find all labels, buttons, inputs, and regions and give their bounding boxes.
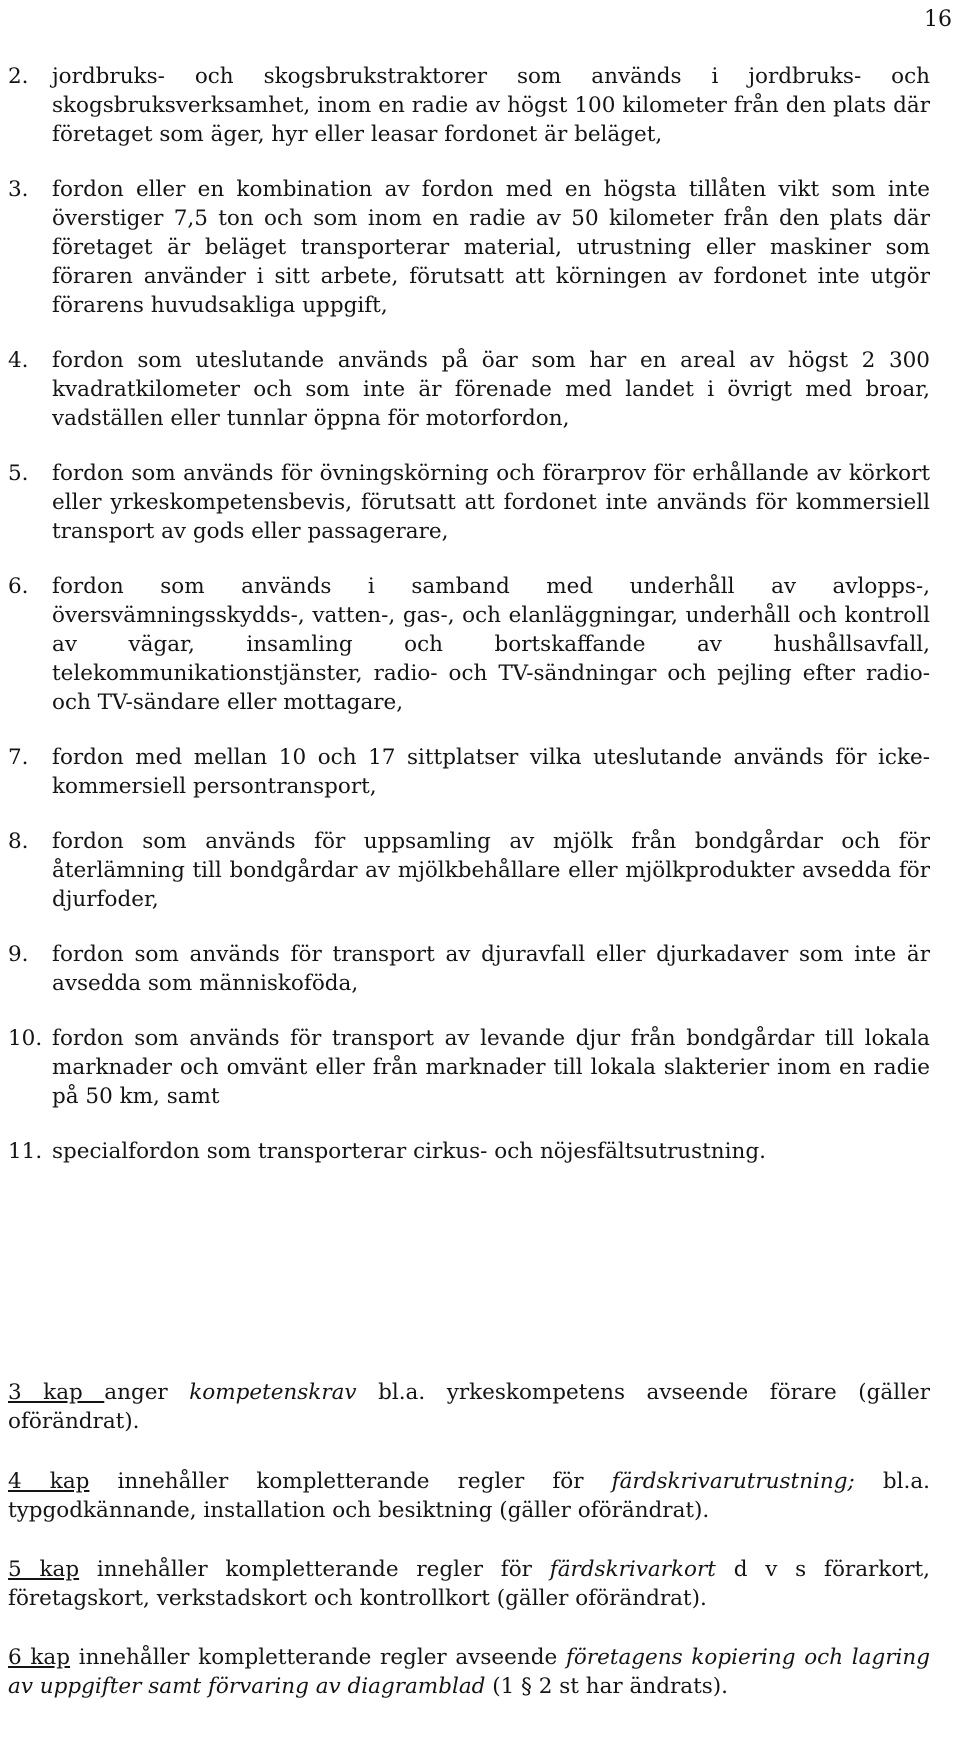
list-item-number: 7. bbox=[8, 745, 29, 770]
paragraph-kap5 bbox=[8, 1555, 930, 1613]
paragraph-text: d v s förarkort, företagskort, verkstadskort och kontrollkort (gäller oförändrat). bbox=[8, 1557, 931, 1611]
chapter-link-5[interactable]: 5 kap bbox=[8, 1557, 80, 1582]
paragraph-kap4 bbox=[8, 1467, 930, 1525]
list-item-text: fordon som används för transport av djuravfall eller djurkadaver som inte är avsedda som människoföda, bbox=[52, 942, 930, 996]
list-item-text: fordon med mellan 10 och 17 sittplatser vilka uteslutande används för icke-kommersiell persontransport, bbox=[52, 745, 930, 799]
paragraph-emphasis: kompetenskrav bbox=[189, 1380, 357, 1405]
list-item bbox=[8, 827, 930, 914]
list-item-number: 11. bbox=[8, 1139, 43, 1164]
list-item bbox=[8, 459, 930, 546]
list-item bbox=[8, 175, 930, 320]
list-item-text: fordon som används för transport av levande djur från bondgårdar till lokala marknader och omvänt eller från marknader till lokala slakterier inom en radie på 50 km, samt bbox=[52, 1026, 930, 1109]
list-item-text: fordon som används för uppsamling av mjölk från bondgårdar och för återlämning till bondgårdar av mjölkbehållare eller mjölkprodukter avsedda för djurfoder, bbox=[52, 829, 930, 912]
list-item-number: 8. bbox=[8, 829, 29, 854]
chapter-link-4[interactable]: 4 kap bbox=[8, 1469, 90, 1494]
page-number: 16 bbox=[924, 7, 952, 32]
list-item-number: 9. bbox=[8, 942, 29, 967]
paragraph-text: (1 § 2 st har ändrats). bbox=[485, 1674, 728, 1699]
paragraph-emphasis: företagens kopiering och lagring av uppgifter samt förvaring av diagramblad bbox=[8, 1645, 930, 1699]
list-item-text: fordon som uteslutande används på öar som har en areal av högst 2 300 kvadratkilometer och som inte är förenade med landet i övrigt med broar, vadställen eller tunnlar öppna för motorfordon, bbox=[52, 348, 930, 431]
list-item-text: specialfordon som transporterar cirkus- och nöjesfältsutrustning. bbox=[52, 1139, 766, 1164]
paragraph-text: anger bbox=[104, 1380, 190, 1405]
list-item bbox=[8, 62, 930, 149]
list-item bbox=[8, 743, 930, 801]
list-item-text: jordbruks- och skogsbrukstraktorer som används i jordbruks- och skogsbruksverksamhet, inom en radie av högst 100 kilometer från den plats där företaget som äger, hyr eller leasar fordonet är beläget, bbox=[52, 64, 930, 147]
list-item bbox=[8, 1137, 930, 1166]
list-item-number: 4. bbox=[8, 348, 29, 373]
list-item-text: fordon som används för övningskörning och förarprov för erhållande av körkort eller yrkeskompetensbevis, förutsatt att fordonet inte används för kommersiell transport av gods eller passagerare, bbox=[52, 461, 930, 544]
list-item bbox=[8, 1024, 930, 1111]
list-item-number: 5. bbox=[8, 461, 29, 486]
paragraph-text: innehåller kompletterande regler för bbox=[79, 1557, 550, 1582]
list-item bbox=[8, 940, 930, 998]
list-item-text: fordon eller en kombination av fordon med en högsta tillåten vikt som inte överstiger 7,5 ton och som inom en radie av 50 kilometer från den plats där företaget är beläget transporterar material, utrustning eller maskiner som föraren använder i sitt arbete, förutsatt att körningen av fordonet inte utgör förarens huvudsakliga uppgift, bbox=[52, 177, 930, 318]
list-item-number: 3. bbox=[8, 177, 29, 202]
chapter-link-6[interactable]: 6 kap bbox=[8, 1645, 71, 1670]
paragraph-text: bl.a. typgodkännande, installation och besiktning (gäller oförändrat). bbox=[8, 1469, 931, 1523]
paragraph-text: bl.a. yrkeskompetens avseende förare (gäller oförändrat). bbox=[8, 1380, 930, 1434]
paragraph-emphasis: färdskrivarutrustning; bbox=[611, 1469, 855, 1494]
chapter-link-3[interactable]: 3 kap bbox=[8, 1380, 105, 1405]
paragraph-text: innehåller kompletterande regler avseende bbox=[70, 1645, 566, 1670]
paragraph-text: innehåller kompletterande regler för bbox=[89, 1469, 612, 1494]
list-item bbox=[8, 346, 930, 433]
list-item-text: fordon som används i samband med underhåll av avlopps-, översvämningsskydds-, vatten-, gas-, och elanläggningar, underhåll och kontroll av vägar, insamling och bortskaffande av hushållsavfall, telekommunikationstjänster, radio- och TV-sändningar och pejling efter radio- och TV-sändare eller mottagare, bbox=[52, 574, 930, 715]
paragraph-kap6 bbox=[8, 1643, 930, 1701]
list-item-number: 6. bbox=[8, 574, 29, 599]
list-item-number: 2. bbox=[8, 64, 29, 89]
list-item-number: 10. bbox=[8, 1026, 43, 1051]
paragraph-kap3 bbox=[8, 1378, 930, 1436]
paragraph-emphasis: färdskrivarkort bbox=[549, 1557, 716, 1582]
list-item bbox=[8, 572, 930, 717]
exemption-list bbox=[8, 62, 930, 1192]
